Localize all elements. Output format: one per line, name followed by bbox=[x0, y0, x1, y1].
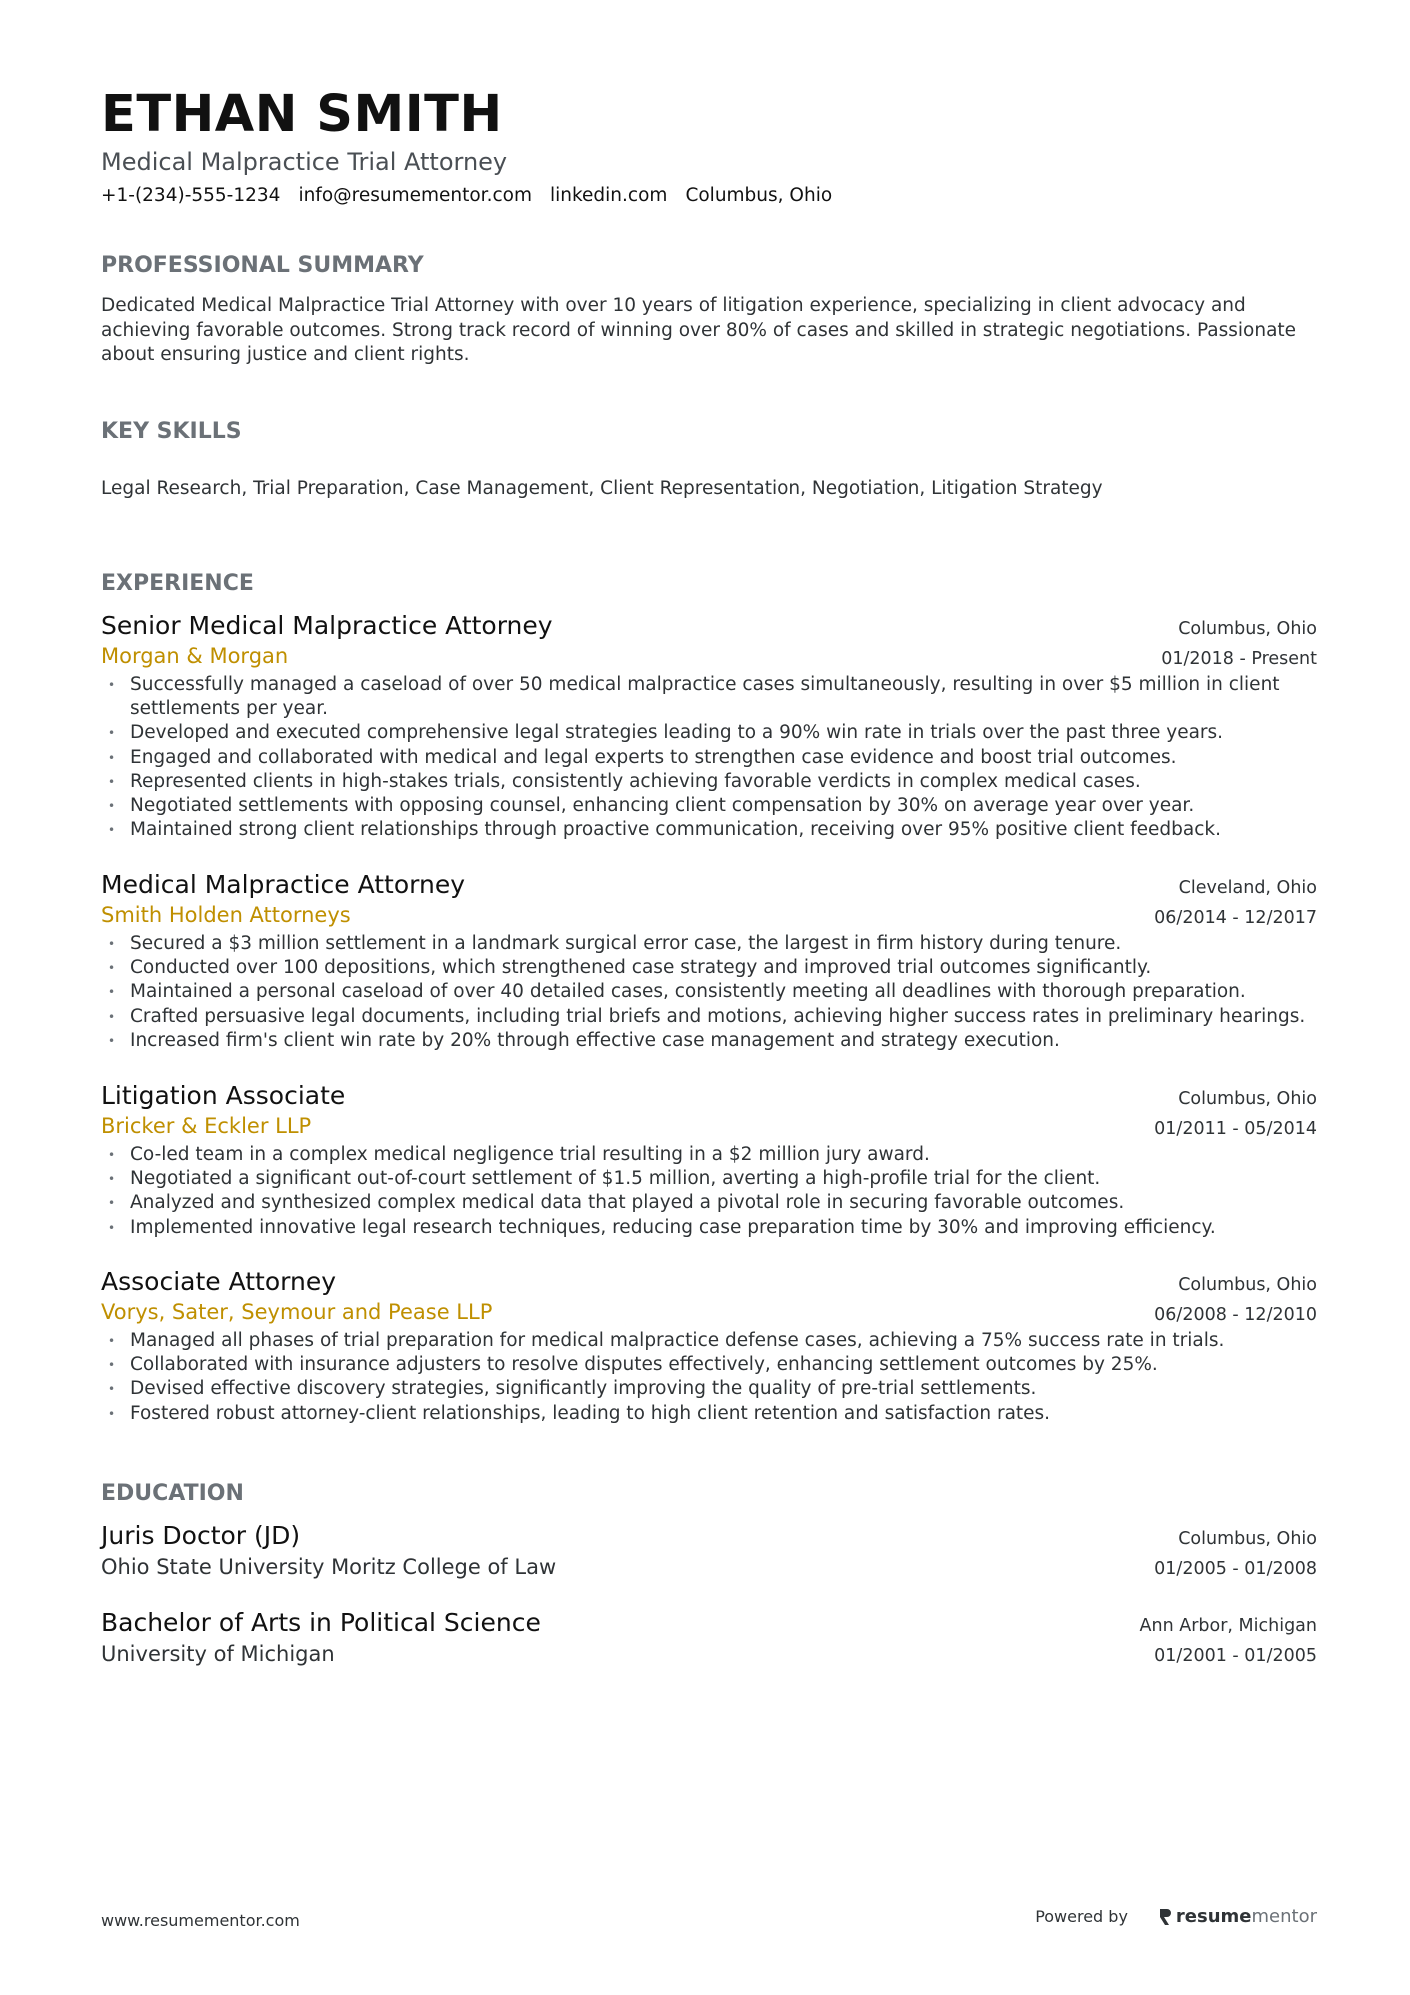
powered-by-label: Powered by bbox=[1035, 1907, 1128, 1926]
bullet-item: • Negotiated a significant out-of-court settlement of $1.5 million, averting a high-profile trial for the client. bbox=[101, 1167, 1317, 1191]
education-location: Ann Arbor, Michigan bbox=[1139, 1616, 1317, 1636]
brand-light-text: mentor bbox=[1251, 1906, 1317, 1927]
bullet-item: • Successfully managed a caseload of over 50 medical malpractice cases simultaneously, resulting in over $5 million in client settlements per year. bbox=[101, 673, 1317, 721]
education-dates: 01/2001 - 01/2005 bbox=[1154, 1646, 1317, 1666]
job-bullets bbox=[101, 932, 1317, 1053]
education-heading: EDUCATION bbox=[101, 1481, 244, 1506]
degree-title: Juris Doctor (JD) bbox=[101, 1521, 301, 1550]
contact-phone: +1-(234)-555-1234 bbox=[101, 185, 281, 206]
bullet-item: • Developed and executed comprehensive legal strategies leading to a 90% win rate in trials over the past three years. bbox=[101, 721, 1317, 745]
bullet-item: • Crafted persuasive legal documents, including trial briefs and motions, achieving higher success rates in preliminary hearings. bbox=[101, 1005, 1317, 1029]
bullet-item: • Secured a $3 million settlement in a landmark surgical error case, the largest in firm history during tenure. bbox=[101, 932, 1317, 956]
experience-heading: EXPERIENCE bbox=[101, 571, 254, 596]
job-company: Bricker & Eckler LLP bbox=[101, 1114, 312, 1138]
job-dates: 06/2008 - 12/2010 bbox=[1154, 1305, 1317, 1325]
candidate-title: Medical Malpractice Trial Attorney bbox=[101, 148, 508, 176]
job-location: Columbus, Ohio bbox=[1178, 1275, 1317, 1295]
education-entry bbox=[101, 1520, 1317, 1582]
bullet-item: • Implemented innovative legal research techniques, reducing case preparation time by 30% and improving efficiency. bbox=[101, 1216, 1317, 1240]
job-entry bbox=[101, 1266, 1317, 1426]
bullet-item: • Collaborated with insurance adjusters to resolve disputes effectively, enhancing settlement outcomes by 25%. bbox=[101, 1353, 1317, 1377]
education-entry bbox=[101, 1607, 1317, 1669]
resume-page bbox=[101, 0, 1317, 1995]
contact-line bbox=[101, 184, 832, 208]
school-name: Ohio State University Moritz College of Law bbox=[101, 1555, 557, 1579]
job-title: Medical Malpractice Attorney bbox=[101, 870, 466, 899]
job-meta bbox=[1154, 1084, 1317, 1144]
job-entry bbox=[101, 1080, 1317, 1240]
job-title: Senior Medical Malpractice Attorney bbox=[101, 611, 553, 640]
education-location: Columbus, Ohio bbox=[1178, 1529, 1317, 1549]
footer-website-link[interactable]: www.resumementor.com bbox=[101, 1911, 300, 1930]
brand-logo[interactable] bbox=[1158, 1906, 1317, 1927]
brand-bold-text: resume bbox=[1175, 1906, 1252, 1927]
bullet-item: • Maintained strong client relationships through proactive communication, receiving over 95% positive client feedback. bbox=[101, 818, 1317, 842]
bullet-item: • Fostered robust attorney-client relationships, leading to high client retention and satisfaction rates. bbox=[101, 1402, 1317, 1426]
job-bullets bbox=[101, 673, 1317, 842]
job-entry bbox=[101, 610, 1317, 842]
bullet-item: • Represented clients in high-stakes trials, consistently achieving favorable verdicts in complex medical cases. bbox=[101, 770, 1317, 794]
bullet-item: • Managed all phases of trial preparation for medical malpractice defense cases, achieving a 75% success rate in trials. bbox=[101, 1329, 1317, 1353]
education-meta bbox=[1154, 1524, 1317, 1584]
skills-text: Legal Research, Trial Preparation, Case Management, Client Representation, Negotiation, Litigation Strategy bbox=[101, 478, 1103, 499]
job-dates: 01/2011 - 05/2014 bbox=[1154, 1119, 1317, 1139]
footer-branding bbox=[1035, 1906, 1317, 1927]
bullet-item: • Analyzed and synthesized complex medical data that played a pivotal role in securing favorable outcomes. bbox=[101, 1191, 1317, 1215]
education-meta bbox=[1140, 1611, 1317, 1671]
bullet-item: • Maintained a personal caseload of over 40 detailed cases, consistently meeting all deadlines with thorough preparation. bbox=[101, 980, 1317, 1004]
job-bullets bbox=[101, 1143, 1317, 1240]
contact-linkedin: linkedin.com bbox=[549, 185, 668, 206]
bullet-item: • Negotiated settlements with opposing counsel, enhancing client compensation by 30% on average year over year. bbox=[101, 794, 1317, 818]
skills-heading: KEY SKILLS bbox=[101, 419, 242, 444]
summary-text: Dedicated Medical Malpractice Trial Attorney with over 10 years of litigation experience, specializing in client advocacy and achieving favorable outcomes. Strong track record of winning over 80% of cases and skilled in strategic negotiations. Passionate about ensuring justice and client rights. bbox=[101, 295, 1297, 365]
bullet-item: • Engaged and collaborated with medical and legal experts to strengthen case evidence and boost trial outcomes. bbox=[101, 746, 1317, 770]
job-company: Morgan & Morgan bbox=[101, 644, 289, 668]
bullet-item: • Increased firm's client win rate by 20% through effective case management and strategy execution. bbox=[101, 1029, 1317, 1053]
school-name: University of Michigan bbox=[101, 1642, 335, 1666]
contact-email: info@resumementor.com bbox=[298, 185, 532, 206]
job-location: Cleveland, Ohio bbox=[1178, 878, 1317, 898]
job-meta bbox=[1154, 1270, 1317, 1330]
bullet-item: • Devised effective discovery strategies, significantly improving the quality of pre-trial settlements. bbox=[101, 1377, 1317, 1401]
bullet-item: • Co-led team in a complex medical negligence trial resulting in a $2 million jury award. bbox=[101, 1143, 1317, 1167]
job-company: Vorys, Sater, Seymour and Pease LLP bbox=[101, 1300, 493, 1324]
job-title: Litigation Associate bbox=[101, 1081, 346, 1110]
job-location: Columbus, Ohio bbox=[1178, 619, 1317, 639]
job-title: Associate Attorney bbox=[101, 1267, 337, 1296]
job-dates: 06/2014 - 12/2017 bbox=[1154, 908, 1317, 928]
bullet-item: • Conducted over 100 depositions, which strengthened case strategy and improved trial outcomes significantly. bbox=[101, 956, 1317, 980]
job-meta bbox=[1154, 873, 1317, 933]
candidate-name: ETHAN SMITH bbox=[101, 85, 503, 144]
resumementor-logo-icon bbox=[1158, 1907, 1172, 1927]
education-dates: 01/2005 - 01/2008 bbox=[1154, 1559, 1317, 1579]
job-bullets bbox=[101, 1329, 1317, 1426]
contact-location: Columbus, Ohio bbox=[685, 185, 833, 206]
job-location: Columbus, Ohio bbox=[1178, 1089, 1317, 1109]
job-dates: 01/2018 - Present bbox=[1161, 649, 1317, 669]
job-company: Smith Holden Attorneys bbox=[101, 903, 351, 927]
job-entry bbox=[101, 869, 1317, 1053]
degree-title: Bachelor of Arts in Political Science bbox=[101, 1608, 541, 1637]
summary-heading: PROFESSIONAL SUMMARY bbox=[101, 253, 424, 278]
job-meta bbox=[1161, 614, 1317, 674]
